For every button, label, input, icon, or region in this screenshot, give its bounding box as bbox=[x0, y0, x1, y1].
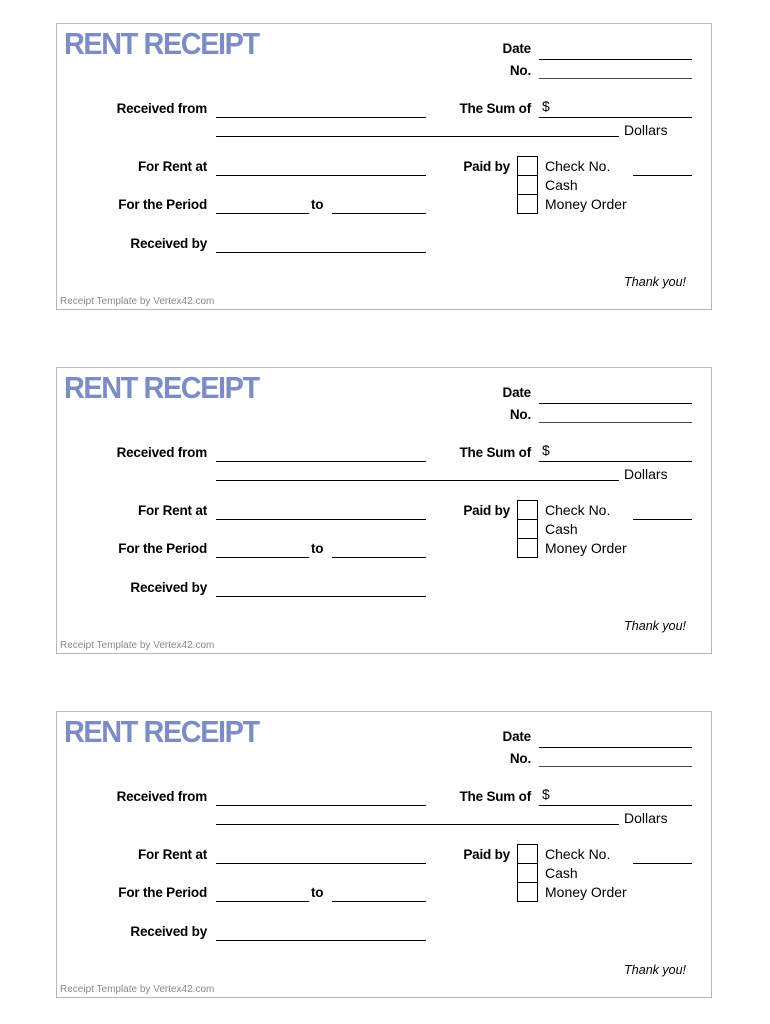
received-from-label: Received from bbox=[116, 789, 207, 804]
number-field[interactable] bbox=[539, 766, 692, 767]
number-label: No. bbox=[509, 751, 531, 766]
sum-label: The Sum of bbox=[459, 789, 531, 804]
received-by-label: Received by bbox=[130, 924, 207, 939]
thank-you-text: Thank you! bbox=[624, 275, 686, 289]
sum-label: The Sum of bbox=[459, 445, 531, 460]
paid-by-label: Paid by bbox=[463, 503, 510, 518]
for-rent-label: For Rent at bbox=[137, 503, 207, 518]
received-by-field[interactable] bbox=[216, 940, 426, 941]
for-rent-label: For Rent at bbox=[137, 159, 207, 174]
money-order-option-label: Money Order bbox=[545, 884, 627, 900]
check-number-field[interactable] bbox=[633, 863, 692, 864]
number-field[interactable] bbox=[539, 422, 692, 423]
money-order-checkbox[interactable] bbox=[517, 882, 538, 902]
number-label: No. bbox=[509, 63, 531, 78]
date-field[interactable] bbox=[539, 403, 692, 404]
period-label: For the Period bbox=[118, 197, 207, 212]
received-by-field[interactable] bbox=[216, 252, 426, 253]
received-from-label: Received from bbox=[116, 101, 207, 116]
dollars-label: Dollars bbox=[624, 122, 668, 138]
period-from-field[interactable] bbox=[216, 213, 309, 214]
rent-receipt-3 bbox=[56, 711, 712, 998]
period-to-label: to bbox=[311, 541, 324, 556]
date-field[interactable] bbox=[539, 59, 692, 60]
period-to-label: to bbox=[311, 885, 324, 900]
dollars-label: Dollars bbox=[624, 466, 668, 482]
received-from-label: Received from bbox=[116, 445, 207, 460]
check-option-label: Check No. bbox=[545, 502, 611, 518]
rent-receipt-2 bbox=[56, 367, 712, 654]
receipt-title: RENT RECEIPT bbox=[64, 370, 259, 405]
dollar-sign: $ bbox=[542, 786, 550, 802]
rent-address-field[interactable] bbox=[216, 175, 426, 176]
date-label: Date bbox=[502, 385, 531, 400]
rent-receipt-1 bbox=[56, 23, 712, 310]
template-credit: Receipt Template by Vertex42.com bbox=[60, 984, 215, 995]
check-option-label: Check No. bbox=[545, 846, 611, 862]
received-from-field[interactable] bbox=[216, 461, 426, 462]
template-credit: Receipt Template by Vertex42.com bbox=[60, 640, 215, 651]
period-label: For the Period bbox=[118, 541, 207, 556]
period-to-label: to bbox=[311, 197, 324, 212]
rent-address-field[interactable] bbox=[216, 863, 426, 864]
cash-option-label: Cash bbox=[545, 865, 578, 881]
dollars-label: Dollars bbox=[624, 810, 668, 826]
dollar-sign: $ bbox=[542, 442, 550, 458]
cash-checkbox[interactable] bbox=[517, 863, 538, 883]
money-order-option-label: Money Order bbox=[545, 540, 627, 556]
for-rent-label: For Rent at bbox=[137, 847, 207, 862]
sum-field[interactable] bbox=[539, 117, 692, 118]
received-from-field[interactable] bbox=[216, 805, 426, 806]
dollars-written-field[interactable] bbox=[216, 824, 619, 825]
date-label: Date bbox=[502, 729, 531, 744]
money-order-checkbox[interactable] bbox=[517, 538, 538, 558]
period-from-field[interactable] bbox=[216, 901, 309, 902]
paid-by-label: Paid by bbox=[463, 847, 510, 862]
receipt-title: RENT RECEIPT bbox=[64, 26, 259, 61]
dollars-written-field[interactable] bbox=[216, 480, 619, 481]
money-order-checkbox[interactable] bbox=[517, 194, 538, 214]
number-label: No. bbox=[509, 407, 531, 422]
dollar-sign: $ bbox=[542, 98, 550, 114]
rent-address-field[interactable] bbox=[216, 519, 426, 520]
receipt-title: RENT RECEIPT bbox=[64, 714, 259, 749]
check-number-field[interactable] bbox=[633, 519, 692, 520]
thank-you-text: Thank you! bbox=[624, 963, 686, 977]
period-to-field[interactable] bbox=[332, 213, 426, 214]
check-checkbox[interactable] bbox=[517, 156, 538, 176]
money-order-option-label: Money Order bbox=[545, 196, 627, 212]
check-option-label: Check No. bbox=[545, 158, 611, 174]
received-from-field[interactable] bbox=[216, 117, 426, 118]
sum-field[interactable] bbox=[539, 461, 692, 462]
cash-option-label: Cash bbox=[545, 177, 578, 193]
date-field[interactable] bbox=[539, 747, 692, 748]
check-number-field[interactable] bbox=[633, 175, 692, 176]
period-from-field[interactable] bbox=[216, 557, 309, 558]
check-checkbox[interactable] bbox=[517, 844, 538, 864]
cash-checkbox[interactable] bbox=[517, 175, 538, 195]
sum-label: The Sum of bbox=[459, 101, 531, 116]
date-label: Date bbox=[502, 41, 531, 56]
dollars-written-field[interactable] bbox=[216, 136, 619, 137]
period-to-field[interactable] bbox=[332, 557, 426, 558]
template-credit: Receipt Template by Vertex42.com bbox=[60, 296, 215, 307]
period-label: For the Period bbox=[118, 885, 207, 900]
received-by-label: Received by bbox=[130, 580, 207, 595]
cash-checkbox[interactable] bbox=[517, 519, 538, 539]
received-by-label: Received by bbox=[130, 236, 207, 251]
number-field[interactable] bbox=[539, 78, 692, 79]
check-checkbox[interactable] bbox=[517, 500, 538, 520]
thank-you-text: Thank you! bbox=[624, 619, 686, 633]
period-to-field[interactable] bbox=[332, 901, 426, 902]
paid-by-label: Paid by bbox=[463, 159, 510, 174]
sum-field[interactable] bbox=[539, 805, 692, 806]
cash-option-label: Cash bbox=[545, 521, 578, 537]
received-by-field[interactable] bbox=[216, 596, 426, 597]
